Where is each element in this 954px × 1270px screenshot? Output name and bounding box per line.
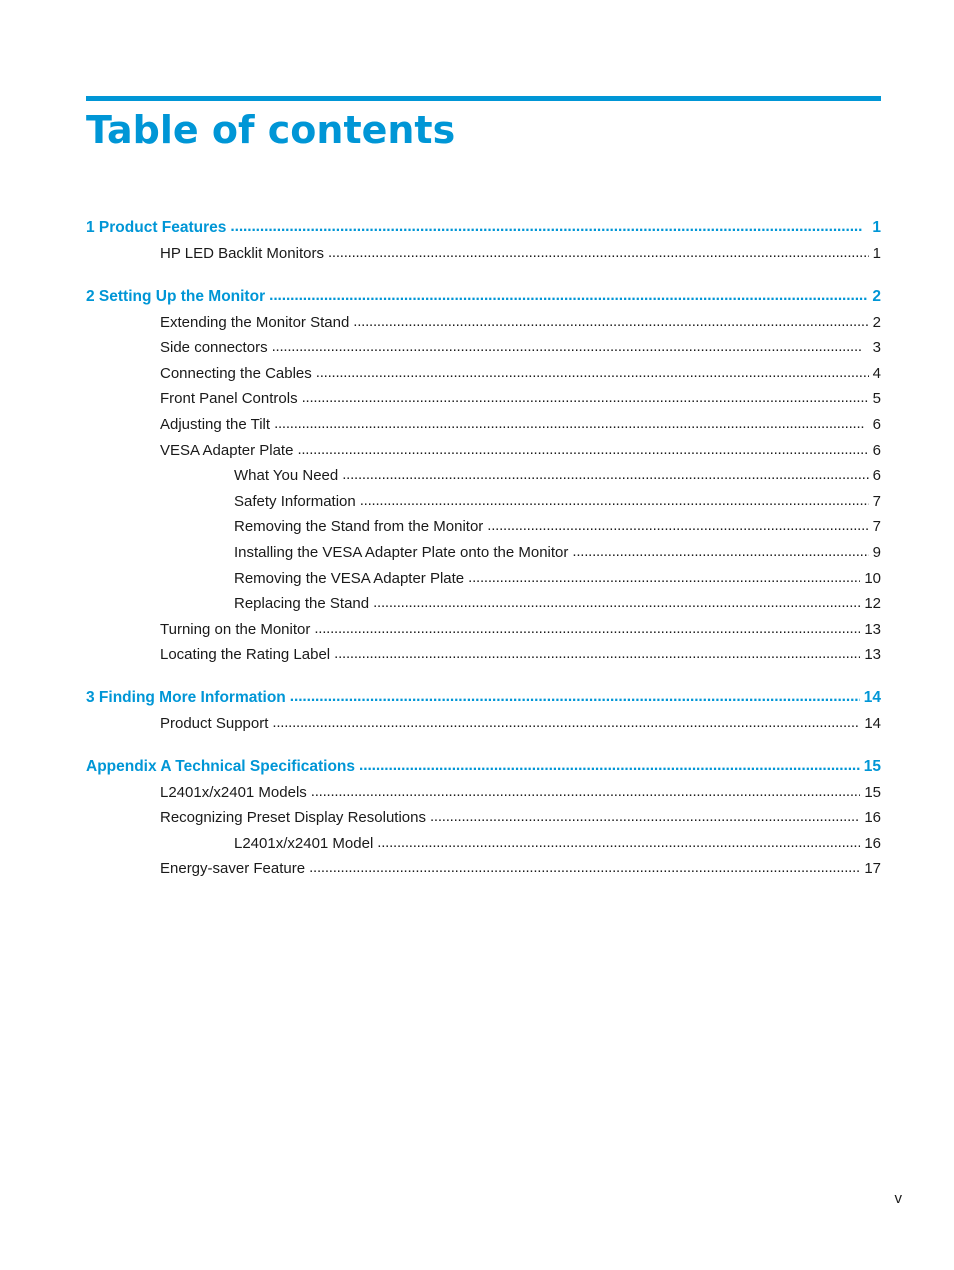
toc-entry-page: 14 — [864, 714, 881, 732]
toc-entry-link[interactable] — [86, 780, 881, 806]
dot-leader — [468, 565, 860, 591]
dot-leader — [487, 513, 868, 539]
toc-entry-link[interactable] — [86, 566, 881, 592]
toc-section — [86, 753, 881, 882]
toc-section — [86, 214, 881, 267]
toc-entry-link[interactable] — [86, 335, 881, 361]
toc-entry-label: Locating the Rating Label — [160, 646, 331, 664]
toc-chapter-link[interactable] — [86, 214, 881, 241]
page-title: Table of contents — [86, 108, 456, 152]
dot-leader — [360, 488, 869, 514]
toc-entry-link[interactable] — [86, 386, 881, 412]
dot-leader — [311, 779, 861, 805]
toc-entry-label: 3 Finding More Information — [86, 688, 286, 706]
toc-entry-page: 6 — [872, 415, 881, 433]
dot-leader — [302, 385, 869, 411]
table-of-contents — [86, 214, 881, 898]
toc-chapter-link[interactable] — [86, 753, 881, 780]
toc-entry-label: Extending the Monitor Stand — [160, 313, 350, 331]
toc-entry-link[interactable] — [86, 489, 881, 515]
dot-leader — [272, 334, 869, 360]
dot-leader — [297, 437, 868, 463]
toc-entry-page: 4 — [872, 364, 881, 382]
toc-entry-label: L2401x/x2401 Model — [234, 834, 374, 852]
dot-leader — [377, 830, 860, 856]
toc-entry-page: 2 — [872, 313, 881, 331]
toc-entry-page: 6 — [872, 467, 881, 485]
toc-entry-link[interactable] — [86, 831, 881, 857]
page-number: v — [894, 1190, 902, 1207]
toc-entry-page: 5 — [872, 390, 881, 408]
toc-entry-link[interactable] — [86, 361, 881, 387]
toc-entry-label: Connecting the Cables — [160, 364, 312, 382]
toc-entry-page: 7 — [872, 492, 881, 510]
dot-leader — [342, 462, 868, 488]
toc-entry-page: 7 — [872, 518, 881, 536]
dot-leader — [353, 309, 868, 335]
dot-leader — [373, 590, 860, 616]
toc-entry-label: Adjusting the Tilt — [160, 415, 271, 433]
toc-entry-label: Product Support — [160, 714, 269, 732]
title-rule — [86, 96, 881, 101]
toc-entry-page: 6 — [872, 441, 881, 459]
dot-leader — [430, 804, 860, 830]
toc-entry-label: Removing the Stand from the Monitor — [234, 518, 484, 536]
toc-entry-link[interactable] — [86, 711, 881, 737]
toc-entry-label: What You Need — [234, 467, 339, 485]
toc-entry-page: 15 — [863, 757, 881, 775]
toc-entry-page: 1 — [872, 219, 881, 236]
toc-entry-label: Front Panel Controls — [160, 390, 298, 408]
toc-entry-label: Side connectors — [160, 339, 268, 357]
dot-leader — [230, 213, 868, 240]
dot-leader — [316, 360, 869, 386]
toc-entry-page: 12 — [864, 595, 881, 613]
toc-entry-link[interactable] — [86, 805, 881, 831]
dot-leader — [359, 752, 860, 779]
toc-entry-label: Energy-saver Feature — [160, 860, 306, 878]
toc-entry-label: Removing the VESA Adapter Plate — [234, 569, 465, 587]
toc-entry-page: 2 — [872, 287, 881, 305]
toc-entry-label: 2 Setting Up the Monitor — [86, 287, 266, 305]
toc-entry-label: Safety Information — [234, 492, 356, 510]
toc-entry-link[interactable] — [86, 617, 881, 643]
toc-entry-label: 1 Product Features — [86, 219, 227, 236]
toc-entry-label: L2401x/x2401 Models — [160, 783, 307, 801]
toc-entry-page: 1 — [872, 245, 881, 262]
toc-entry-page: 9 — [872, 543, 881, 561]
toc-entry-page: 10 — [864, 569, 881, 587]
toc-entry-label: HP LED Backlit Monitors — [160, 245, 324, 262]
dot-leader — [309, 855, 860, 881]
dot-leader — [328, 240, 869, 266]
dot-leader — [269, 282, 868, 309]
dot-leader — [572, 539, 868, 565]
toc-entry-link[interactable] — [86, 438, 881, 464]
toc-entry-page: 16 — [864, 809, 881, 827]
toc-entry-page: 16 — [864, 834, 881, 852]
toc-entry-page: 13 — [864, 646, 881, 664]
dot-leader — [272, 710, 860, 736]
toc-entry-page: 14 — [863, 688, 881, 706]
dot-leader — [290, 683, 860, 710]
toc-entry-link[interactable] — [86, 591, 881, 617]
toc-entry-label: Turning on the Monitor — [160, 620, 311, 638]
toc-entry-link[interactable] — [86, 540, 881, 566]
toc-entry-link[interactable] — [86, 310, 881, 336]
dot-leader — [274, 411, 869, 437]
toc-entry-link[interactable] — [86, 642, 881, 668]
toc-entry-label: Recognizing Preset Display Resolutions — [160, 809, 426, 827]
toc-entry-link[interactable] — [86, 463, 881, 489]
toc-entry-label: Appendix A Technical Specifications — [86, 757, 356, 775]
toc-entry-page: 17 — [864, 860, 881, 878]
toc-entry-page: 15 — [864, 783, 881, 801]
toc-chapter-link[interactable] — [86, 283, 881, 310]
toc-entry-page: 3 — [872, 339, 881, 357]
toc-entry-label: VESA Adapter Plate — [160, 441, 294, 459]
toc-entry-link[interactable] — [86, 241, 881, 267]
toc-entry-page: 13 — [864, 620, 881, 638]
toc-entry-label: Replacing the Stand — [234, 595, 370, 613]
dot-leader — [334, 641, 860, 667]
toc-section — [86, 283, 881, 668]
toc-chapter-link[interactable] — [86, 684, 881, 711]
dot-leader — [314, 616, 860, 642]
toc-entry-label: Installing the VESA Adapter Plate onto the Monitor — [234, 543, 569, 561]
toc-entry-link[interactable] — [86, 514, 881, 540]
toc-section — [86, 684, 881, 737]
toc-entry-link[interactable] — [86, 856, 881, 882]
toc-entry-link[interactable] — [86, 412, 881, 438]
